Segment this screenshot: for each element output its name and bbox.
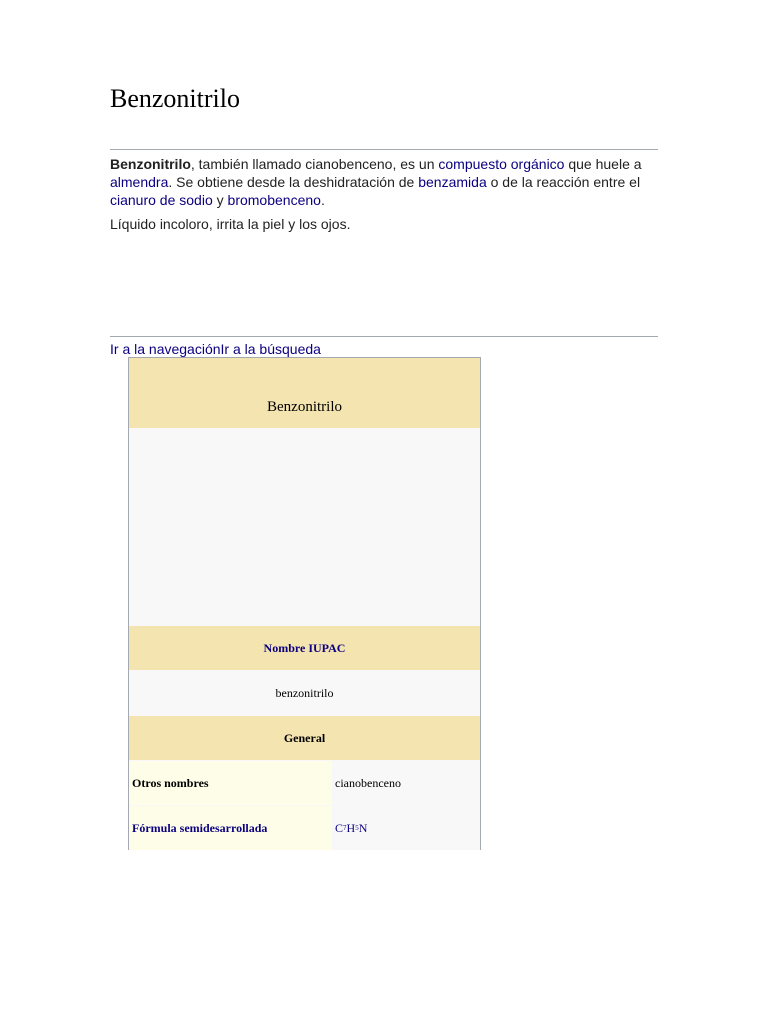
intro-text: o de la reacción entre el [486,174,641,190]
jump-links [110,340,321,358]
infobox-image-area [129,428,480,625]
infobox-row-otros-nombres [129,761,480,805]
formula-c-subscript: 7 [343,824,347,832]
infobox-iupac-header[interactable]: Nombre IUPAC [129,626,480,670]
intro-text: , también llamado cianobenceno, es un [190,156,439,172]
intro-text: que huele a [564,156,642,172]
section-divider [110,336,658,337]
intro-text: . Se obtiene desde la deshidratación de [168,174,419,190]
jump-to-search-link[interactable]: Ir a la búsqueda [220,341,321,357]
intro-bold-term: Benzonitrilo [110,156,191,172]
intro-paragraph [110,155,658,209]
infobox-iupac-value: benzonitrilo [275,685,334,700]
link-benzamida[interactable]: benzamida [418,174,487,190]
infobox-row-label: Otros nombres [129,761,332,805]
page-title: Benzonitrilo [110,84,240,113]
link-bromobenceno[interactable]: bromobenceno [227,192,321,208]
infobox-row-value: cianobenceno [335,775,401,790]
link-compuesto-organico[interactable]: compuesto orgánico [438,156,565,172]
second-paragraph: Líquido incoloro, irrita la piel y los ojos. [110,216,351,232]
formula-h-subscript: 5 [355,824,359,832]
infobox-formula-value[interactable] [332,806,480,850]
infobox-formula-label-link[interactable]: Fórmula semidesarrollada [129,806,332,850]
jump-to-navigation-link[interactable]: Ir a la navegación [110,341,221,357]
intro-text: . [320,192,325,208]
infobox-title: Benzonitrilo [129,358,480,428]
formula-c: C [335,820,344,835]
infobox-row-formula [129,806,480,850]
infobox-general-header: General [129,716,480,760]
link-almendra[interactable]: almendra [110,174,169,190]
formula-h: H [346,820,356,835]
infobox [128,357,481,850]
intro-text: y [212,192,228,208]
link-cianuro-de-sodio[interactable]: cianuro de sodio [110,192,213,208]
formula-n: N [358,820,368,835]
title-divider [110,149,658,150]
